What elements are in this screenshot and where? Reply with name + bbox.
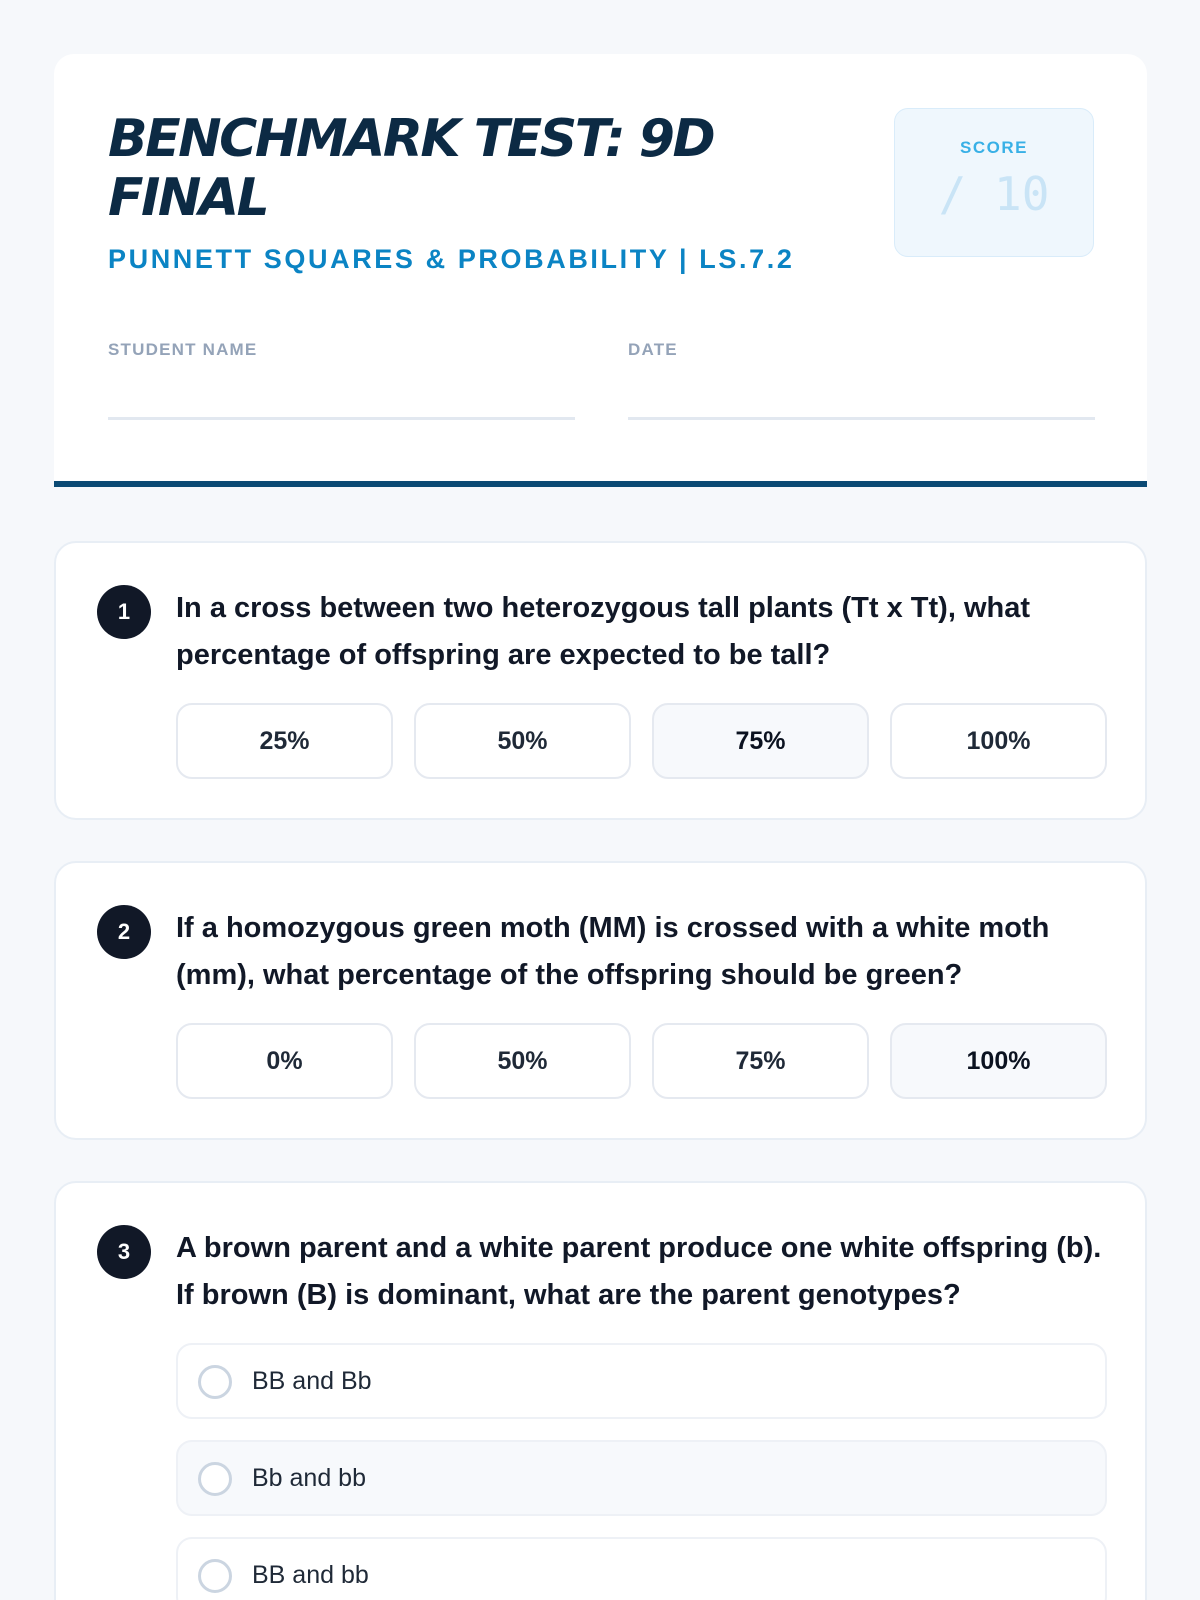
score-value: / 10 xyxy=(938,167,1050,221)
radio-option[interactable] xyxy=(176,1537,1107,1600)
option-button[interactable]: 0% xyxy=(176,1023,393,1099)
option-button[interactable]: 50% xyxy=(414,1023,631,1099)
question-card-1 xyxy=(54,541,1147,820)
option-button-selected[interactable]: 75% xyxy=(652,703,869,779)
question-card-3 xyxy=(54,1181,1147,1600)
radio-option[interactable] xyxy=(176,1440,1107,1516)
answer-options xyxy=(176,703,1107,779)
question-text: A brown parent and a white parent produce one white offspring (b). If brown (B) is dominant, what are the parent genotypes? xyxy=(176,1232,1102,1311)
date-field[interactable] xyxy=(628,370,1095,420)
radio-button[interactable] xyxy=(198,1559,232,1593)
score-box xyxy=(894,108,1094,257)
date-label: DATE xyxy=(628,340,678,359)
radio-option-label: BB and Bb xyxy=(252,1367,372,1395)
option-button-selected[interactable]: 100% xyxy=(890,1023,1107,1099)
question-number-badge: 3 xyxy=(97,1225,151,1279)
radio-option-label: Bb and bb xyxy=(252,1464,366,1492)
radio-option[interactable] xyxy=(176,1343,1107,1419)
question-number-badge: 1 xyxy=(97,585,151,639)
option-button[interactable]: 100% xyxy=(890,703,1107,779)
page-subtitle: PUNNETT SQUARES & PROBABILITY | LS.7.2 xyxy=(108,244,795,274)
radio-button[interactable] xyxy=(198,1365,232,1399)
page-title: BENCHMARK TEST: 9D FINAL xyxy=(108,109,714,228)
option-button[interactable]: 50% xyxy=(414,703,631,779)
radio-option-label: BB and bb xyxy=(252,1561,369,1589)
question-number-badge: 2 xyxy=(97,905,151,959)
option-button[interactable]: 25% xyxy=(176,703,393,779)
answer-options xyxy=(176,1023,1107,1099)
student-name-field[interactable] xyxy=(108,370,575,420)
radio-button[interactable] xyxy=(198,1462,232,1496)
question-text: In a cross between two heterozygous tall plants (Tt x Tt), what percentage of offspring are expected to be tall? xyxy=(176,592,1030,671)
option-button[interactable]: 75% xyxy=(652,1023,869,1099)
question-text: If a homozygous green moth (MM) is crossed with a white moth (mm), what percentage of the offspring should be green? xyxy=(176,912,1050,991)
student-name-label: STUDENT NAME xyxy=(108,340,258,359)
score-label: SCORE xyxy=(960,138,1028,157)
question-card-2 xyxy=(54,861,1147,1140)
test-header xyxy=(54,54,1147,487)
